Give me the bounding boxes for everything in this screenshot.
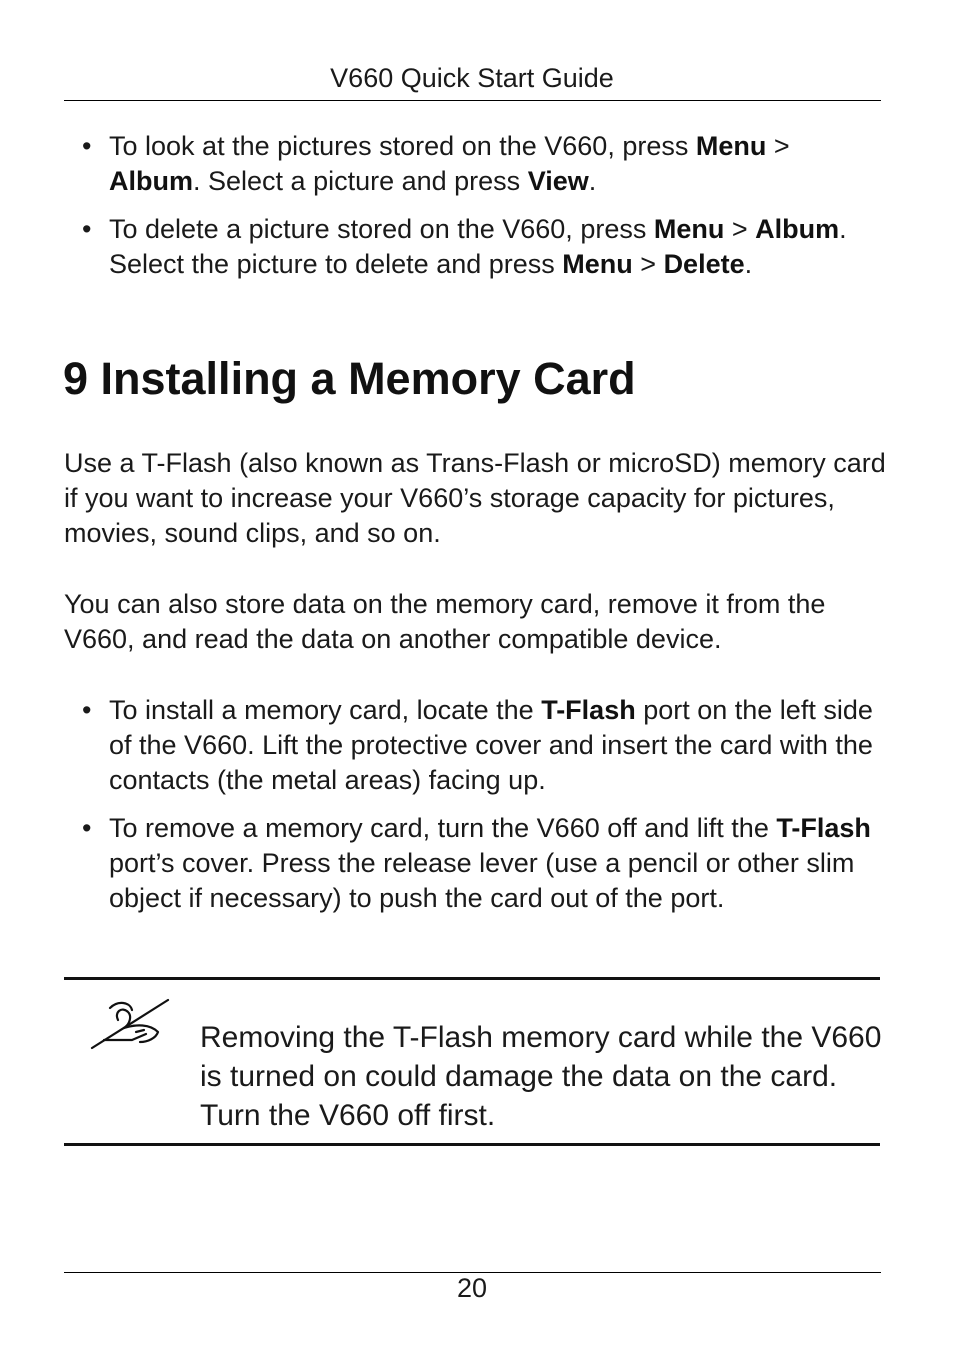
note-top-rule xyxy=(64,977,880,980)
menu-term: Album xyxy=(109,166,193,196)
port-term: T-Flash xyxy=(541,695,636,725)
menu-term: Album xyxy=(755,214,840,244)
list-item: • To look at the pictures stored on the V660, press Menu > Album. Select a picture and press View. xyxy=(82,131,790,196)
bullet-icon: • xyxy=(82,695,92,725)
menu-term: Menu xyxy=(653,214,725,244)
menu-term: Menu xyxy=(695,131,767,161)
list-item: • To remove a memory card, turn the V660 off and lift the T-Flash port’s cover. Press the release lever (use a pencil or other slim object if necessary) to push the card out of the port. xyxy=(82,813,871,913)
note-pencil-icon xyxy=(88,994,172,1050)
list-item: • To delete a picture stored on the V660, press Menu > Album. Select the picture to delete and press Menu > Delete. xyxy=(82,214,847,279)
menu-term: View xyxy=(527,166,589,196)
header-divider xyxy=(64,100,881,101)
page-number: 20 xyxy=(456,1273,488,1303)
port-term: T-Flash xyxy=(776,813,871,843)
note-text: Removing the T-Flash memory card while the V660 is turned on could damage the data on the card. Turn the V660 off first. xyxy=(200,1021,882,1132)
list-item: • To install a memory card, locate the T-Flash port on the left side of the V660. Lift the protective cover and insert the card with the contacts (the metal areas) facing up. xyxy=(82,695,873,795)
bullet-icon: • xyxy=(82,214,92,244)
bullet-icon: • xyxy=(82,131,92,161)
bullet-icon: • xyxy=(82,813,92,843)
menu-term: Menu xyxy=(562,249,633,279)
header-title: V660 Quick Start Guide xyxy=(330,63,614,93)
section-paragraph: You can also store data on the memory card, remove it from the V660, and read the data on another compatible device. xyxy=(64,589,826,654)
menu-term: Delete xyxy=(663,249,745,279)
memory-card-bullet-list xyxy=(64,693,884,929)
section-title: 9 Installing a Memory Card xyxy=(63,353,636,404)
note-bottom-rule xyxy=(64,1143,880,1146)
section-paragraph: Use a T-Flash (also known as Trans-Flash or microSD) memory card if you want to increase your V660’s storage capacity for pictures, movies, sound clips, and so on. xyxy=(64,448,886,548)
intro-bullet-list xyxy=(64,129,884,295)
